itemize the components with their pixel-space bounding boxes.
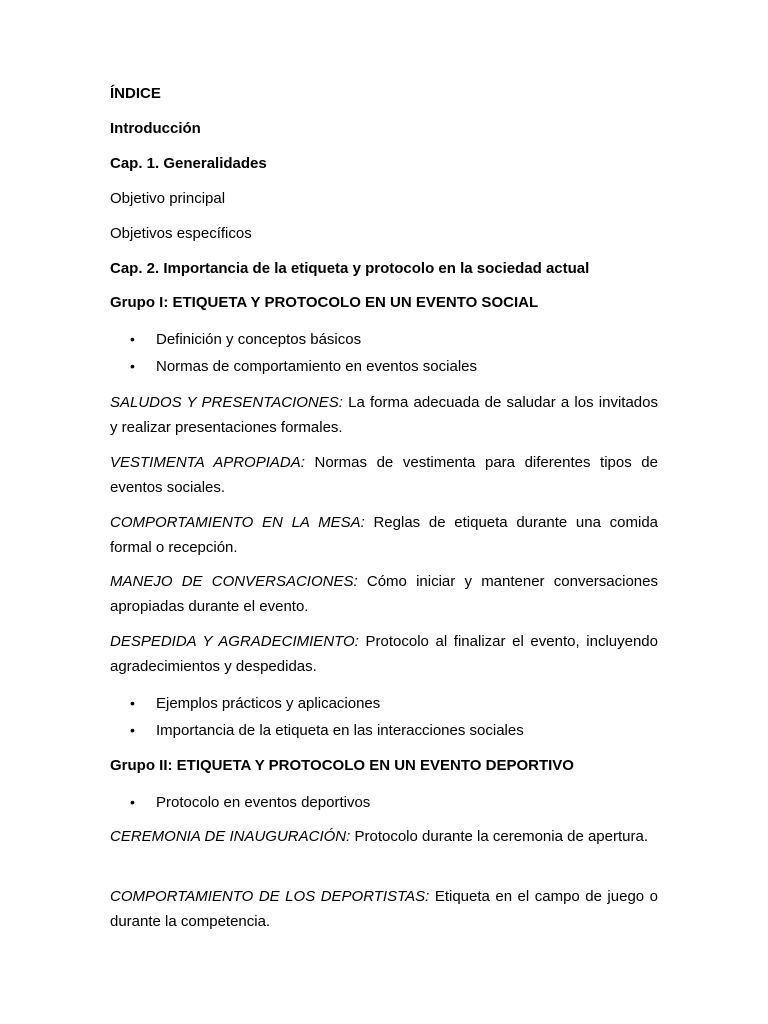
toc-chapter-1: Cap. 1. Generalidades <box>110 155 267 172</box>
group-1-title: ETIQUETA Y PROTOCOLO EN UN EVENTO SOCIAL <box>172 294 539 311</box>
group-2-title: ETIQUETA Y PROTOCOLO EN UN EVENTO DEPORTIVO <box>176 757 574 774</box>
index-title: ÍNDICE <box>110 85 161 102</box>
toc-introduction: Introducción <box>110 120 201 137</box>
bullet-icon: • <box>130 794 135 810</box>
item-ceremonia: CEREMONIA DE INAUGURACIÓN: Protocolo durante la ceremonia de apertura. <box>110 828 648 845</box>
list-item: • Ejemplos prácticos y aplicaciones <box>130 695 381 712</box>
toc-specific-objectives: Objetivos específicos <box>110 225 252 242</box>
list-item: • Importancia de la etiqueta en las interacciones sociales <box>130 722 524 739</box>
list-item: • Protocolo en eventos deportivos <box>130 794 371 811</box>
item-despedida: DESPEDIDA Y AGRADECIMIENTO: Protocolo al finalizar el evento, incluyendo agradecimientos y despedidas. <box>110 633 658 675</box>
item-conversaciones: MANEJO DE CONVERSACIONES: Cómo iniciar y mantener conversaciones apropiadas durante el evento. <box>110 573 658 615</box>
bullet-icon: • <box>130 722 135 738</box>
item-vestimenta: VESTIMENTA APROPIADA: Normas de vestimenta para diferentes tipos de eventos sociales. <box>110 454 658 496</box>
bullet-icon: • <box>130 695 135 711</box>
group-2-heading <box>110 757 574 775</box>
group-2-prefix: Grupo II: <box>110 757 177 774</box>
group-1-prefix: Grupo I: <box>110 294 173 311</box>
toc-chapter-2: Cap. 2. Importancia de la etiqueta y protocolo en la sociedad actual <box>110 260 590 277</box>
item-saludos: SALUDOS Y PRESENTACIONES: La forma adecuada de saludar a los invitados y realizar presentaciones formales. <box>110 394 658 436</box>
group-1-heading <box>110 294 538 312</box>
list-item: • Definición y conceptos básicos <box>130 331 362 348</box>
bullet-icon: • <box>130 331 135 347</box>
list-item: • Normas de comportamiento en eventos sociales <box>130 358 477 375</box>
item-deportistas: COMPORTAMIENTO DE LOS DEPORTISTAS: Etiqueta en el campo de juego o durante la competencia. <box>110 888 658 930</box>
bullet-icon: • <box>130 358 135 374</box>
item-comportamiento-mesa: COMPORTAMIENTO EN LA MESA: Reglas de etiqueta durante una comida formal o recepción. <box>110 514 658 556</box>
toc-main-objective: Objetivo principal <box>110 190 226 207</box>
